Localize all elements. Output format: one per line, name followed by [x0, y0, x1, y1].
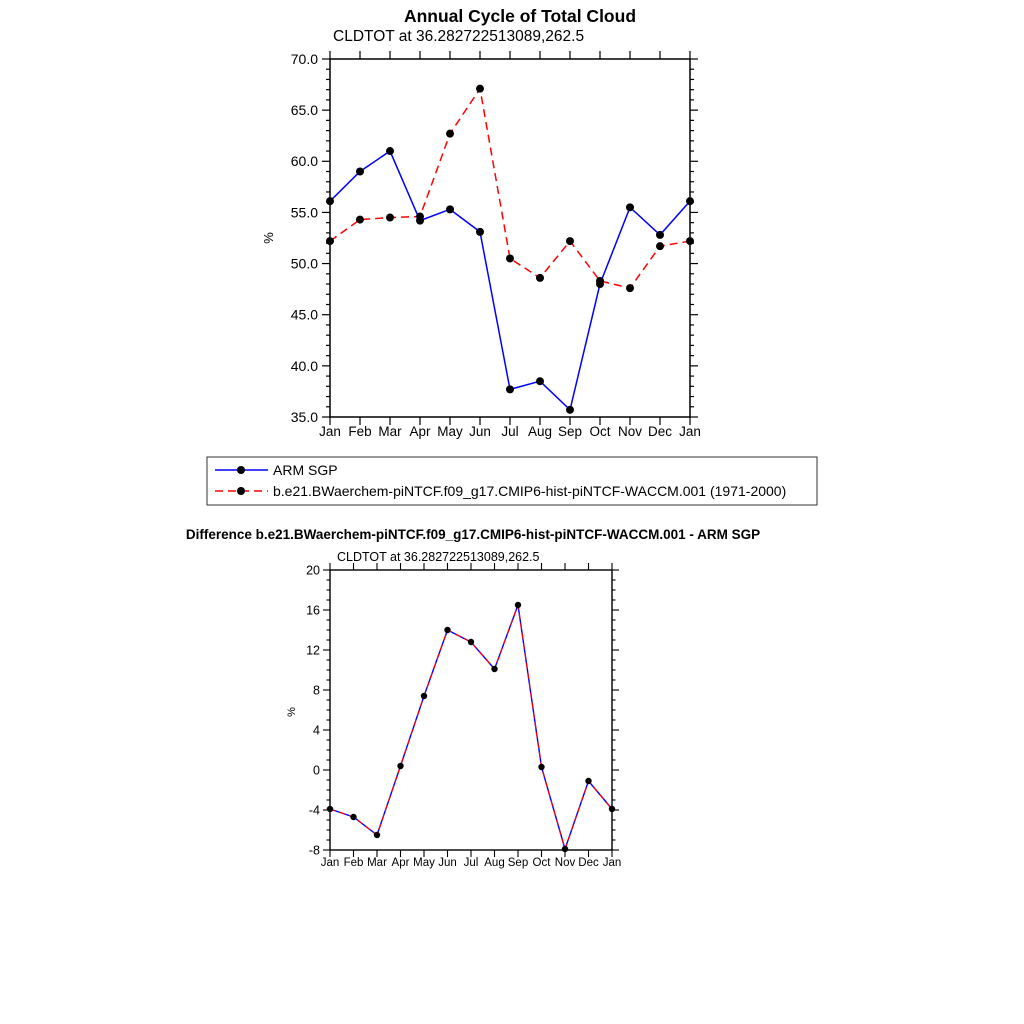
data-point-marker: [515, 602, 521, 608]
x-tick-label: Dec: [647, 424, 673, 439]
y-tick-label: 12: [306, 643, 320, 658]
x-tick-label: Sep: [557, 424, 583, 439]
x-tick-label: Mar: [367, 857, 387, 869]
data-point-marker: [356, 168, 364, 176]
x-tick-label: Mar: [378, 424, 402, 439]
annual-cycle-y-axis-label: %: [261, 232, 276, 244]
x-tick-label: May: [413, 857, 435, 869]
data-point-marker: [686, 237, 694, 245]
legend-marker-icon: [237, 487, 245, 495]
y-tick-label: 45.0: [290, 306, 318, 323]
y-tick-label: 70.0: [290, 50, 318, 67]
data-point-marker: [585, 778, 591, 784]
data-point-marker: [476, 228, 484, 236]
data-point-marker: [326, 237, 334, 245]
x-tick-label: Jul: [463, 857, 479, 869]
data-point-marker: [609, 806, 615, 812]
x-tick-label: Oct: [589, 424, 611, 439]
difference-y-axis-label: %: [286, 707, 298, 717]
y-tick-label: -4: [308, 803, 320, 818]
y-tick-label: 65.0: [290, 102, 318, 119]
data-point-marker: [444, 627, 450, 633]
data-point-marker: [446, 130, 454, 138]
data-point-marker: [656, 242, 664, 250]
y-tick-label: 20: [306, 563, 320, 578]
legend-label-arm-sgp: ARM SGP: [273, 462, 338, 478]
legend-item-arm-sgp: [215, 462, 338, 478]
x-tick-label: Jan: [679, 424, 701, 439]
legend-label-model-case: b.e21.BWaerchem-piNTCF.f09_g17.CMIP6-hist-piNTCF-WACCM.001 (1971-2000): [273, 483, 787, 499]
y-tick-label: 60.0: [290, 153, 318, 170]
plot-frame: [330, 59, 690, 417]
annual-cycle-title: Annual Cycle of Total Cloud: [403, 6, 637, 26]
data-point-marker: [386, 147, 394, 155]
data-point-marker: [566, 406, 574, 414]
data-point-marker: [327, 806, 333, 812]
annual-cycle-subtitle: CLDTOT at 36.282722513089,262.5: [333, 28, 585, 45]
x-tick-label: Apr: [409, 424, 431, 439]
legend: [207, 457, 817, 505]
data-point-marker: [566, 237, 574, 245]
difference-title: Difference b.e21.BWaerchem-piNTCF.f09_g17.CMIP6-hist-piNTCF-WACCM.001 - ARM SGP: [185, 527, 761, 542]
x-tick-label: Feb: [348, 424, 372, 439]
data-point-marker: [506, 385, 514, 393]
data-point-marker: [386, 214, 394, 222]
data-point-marker: [536, 274, 544, 282]
y-tick-label: 50.0: [290, 255, 318, 272]
x-tick-label: Aug: [484, 857, 505, 869]
difference-plot: [306, 563, 621, 869]
x-tick-label: Oct: [532, 857, 551, 869]
data-point-marker: [421, 693, 427, 699]
legend-item-model-case: [215, 483, 786, 499]
x-tick-label: Jun: [469, 424, 491, 439]
y-tick-label: 16: [306, 603, 320, 618]
legend-marker-icon: [237, 466, 245, 474]
data-point-marker: [536, 377, 544, 385]
data-point-marker: [446, 205, 454, 213]
x-tick-label: Sep: [507, 857, 529, 869]
y-tick-label: 4: [313, 723, 320, 738]
x-tick-label: Jan: [320, 857, 340, 869]
x-tick-label: Nov: [617, 424, 643, 439]
x-tick-label: Feb: [343, 857, 364, 869]
x-tick-label: Dec: [578, 857, 599, 869]
x-tick-label: Nov: [554, 857, 576, 869]
data-point-marker: [374, 832, 380, 838]
data-point-marker: [350, 814, 356, 820]
y-tick-label: 8: [313, 683, 320, 698]
y-tick-label: -8: [308, 843, 320, 858]
x-tick-label: Jan: [602, 857, 622, 869]
annual-cycle-plot: [291, 51, 701, 439]
y-tick-label: 55.0: [290, 204, 318, 221]
x-tick-label: Jan: [319, 424, 341, 439]
y-tick-label: 40.0: [290, 357, 318, 374]
data-point-marker: [596, 277, 604, 285]
x-tick-label: Aug: [527, 424, 553, 439]
data-point-marker: [326, 197, 334, 205]
x-tick-label: May: [437, 424, 463, 439]
data-point-marker: [491, 666, 497, 672]
data-point-marker: [626, 203, 634, 211]
data-point-marker: [562, 846, 568, 852]
data-point-marker: [538, 764, 544, 770]
y-tick-label: 35.0: [290, 408, 318, 425]
data-point-marker: [656, 231, 664, 239]
data-point-marker: [506, 254, 514, 262]
x-tick-label: Jul: [501, 424, 519, 439]
data-point-marker: [626, 284, 634, 292]
data-point-marker: [468, 639, 474, 645]
x-tick-label: Jun: [438, 857, 457, 869]
plot-frame: [330, 570, 612, 850]
y-tick-label: 0: [313, 763, 320, 778]
data-point-marker: [686, 197, 694, 205]
difference-subtitle: CLDTOT at 36.282722513089,262.5: [337, 550, 540, 564]
data-point-marker: [476, 85, 484, 93]
x-tick-label: Apr: [391, 857, 410, 869]
data-point-marker: [356, 216, 364, 224]
data-point-marker: [397, 763, 403, 769]
data-point-marker: [416, 213, 424, 221]
